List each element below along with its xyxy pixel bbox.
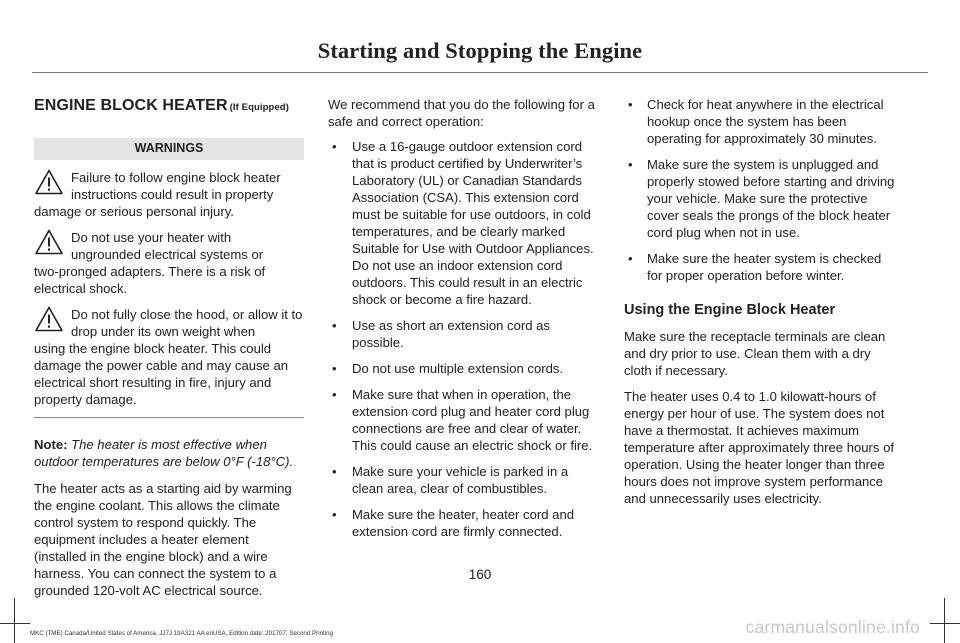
- bullet: •: [628, 97, 633, 112]
- warning-item: [34, 306, 304, 408]
- list-item: [328, 463, 600, 497]
- recommendation-list-continued: [624, 96, 896, 284]
- warnings-header: WARNINGS: [34, 138, 304, 160]
- warning-item: [34, 169, 304, 220]
- list-item-text: Make sure the system is unplugged and properly stowed before starting and driving your vehicle. Make sure the protective cover seals the prongs of the block heater cord plug when not in use.: [647, 157, 895, 240]
- bullet: •: [332, 318, 337, 333]
- intro-paragraph: The heater acts as a starting aid by warming the engine coolant. This allows the climate control system to respond quickly. The equipment includes a heater element (installed in the engine block) and a wire harness. You can connect the system to a grounded 120-volt AC electrical source.: [34, 481, 292, 598]
- list-item: [328, 506, 600, 540]
- recommendation-list: [328, 138, 600, 540]
- bullet: •: [628, 157, 633, 172]
- crop-mark: [0, 623, 30, 624]
- bullet: •: [628, 251, 633, 266]
- subsection-heading: Using the Engine Block Heater: [624, 302, 836, 318]
- column-left: [34, 96, 304, 599]
- note-label: Note:: [34, 437, 68, 452]
- note: [34, 436, 304, 470]
- warning-text-rest: using the engine block heater. This could damage the power cable and may cause an electrical short resulting in fire, injury and property damage.: [34, 341, 289, 407]
- bullet: •: [332, 139, 337, 154]
- warning-text-rest: damage or serious personal injury.: [34, 204, 234, 219]
- column-right: [624, 96, 896, 516]
- warning-triangle-icon: [34, 228, 64, 256]
- list-item-text: Use as short an extension cord as possible.: [352, 318, 550, 350]
- list-item-text: Make sure that when in operation, the extension cord plug and heater cord plug connections are free and clear of water. This could cause an electric shock or fire.: [352, 387, 593, 453]
- bullet: •: [332, 361, 337, 376]
- column-middle: [328, 96, 600, 549]
- list-item-text: Check for heat anywhere in the electrical hookup once the system has been operating for approximately 30 minutes.: [647, 97, 884, 146]
- list-item-text: Make sure the heater, heater cord and extension cord are firmly connected.: [352, 507, 575, 539]
- page-title: Starting and Stopping the Engine: [317, 38, 643, 63]
- warning-text-rest: two-pronged adapters. There is a risk of electrical shock.: [34, 264, 266, 296]
- footer-edition-text: MKC (TME) Canada/United States of America, JJ7J 19A321 AA enUSA, Edition date: 201707, Second Printing: [30, 630, 334, 637]
- bullet: •: [332, 387, 337, 402]
- list-item: [624, 250, 896, 284]
- crop-mark: [14, 598, 15, 643]
- section-heading: [34, 96, 304, 118]
- list-item: [624, 96, 896, 147]
- bullet: •: [332, 464, 337, 479]
- section-suffix: (If Equipped): [229, 102, 289, 113]
- list-item-text: Do not use multiple extension cords.: [352, 361, 564, 376]
- bullet: •: [332, 507, 337, 522]
- list-item-text: Use a 16-gauge outdoor extension cord that is product certified by Underwriter’s Laboratory (UL) or Canadian Standards Association (CSA). This extension cord must be suitable for use outdoors, in cold temperatures, and be clearly marked Suitable for Use with Outdoor Appliances. Do not use an indoor extension cord outdoors. This could result in an electric shock or become a fire hazard.: [352, 139, 594, 307]
- list-item: [624, 156, 896, 241]
- watermark-logo: carmanualsonline.info: [745, 617, 920, 637]
- warnings-divider: [34, 417, 304, 418]
- paragraph: The heater uses 0.4 to 1.0 kilowatt-hours of energy per hour of use. The system does not have a thermostat. It achieves maximum temperature after approximately three hours of operation. Using the heater longer than three hours does not improve system performance and unnecessarily uses electricity.: [624, 389, 895, 506]
- crop-mark: [930, 623, 960, 624]
- warning-text-first: Failure to follow engine block heater instructions could result in property: [71, 170, 281, 202]
- warning-text-first: Do not fully close the hood, or allow it to drop under its own weight when: [71, 307, 303, 339]
- note-text: The heater is most effective when outdoor temperatures are below 0°F (-18°C).: [34, 437, 294, 469]
- list-item: [328, 138, 600, 308]
- recommend-intro: We recommend that you do the following for a safe and correct operation:: [328, 97, 595, 129]
- list-item: [328, 386, 600, 454]
- header-divider: [32, 72, 928, 73]
- paragraph: Make sure the receptacle terminals are clean and dry prior to use. Clean them with a dry cloth if necessary.: [624, 329, 886, 378]
- crop-mark: [944, 598, 945, 643]
- page-number: 160: [468, 567, 492, 582]
- warning-text-first: Do not use your heater with ungrounded electrical systems or: [71, 230, 264, 262]
- list-item: [328, 360, 600, 377]
- list-item: [328, 317, 600, 351]
- warning-triangle-icon: [34, 168, 64, 196]
- warning-triangle-icon: [34, 305, 64, 333]
- list-item-text: Make sure your vehicle is parked in a clean area, clear of combustibles.: [352, 464, 569, 496]
- list-item-text: Make sure the heater system is checked for proper operation before winter.: [647, 251, 882, 283]
- warning-item: [34, 229, 304, 297]
- section-title: ENGINE BLOCK HEATER: [34, 97, 228, 114]
